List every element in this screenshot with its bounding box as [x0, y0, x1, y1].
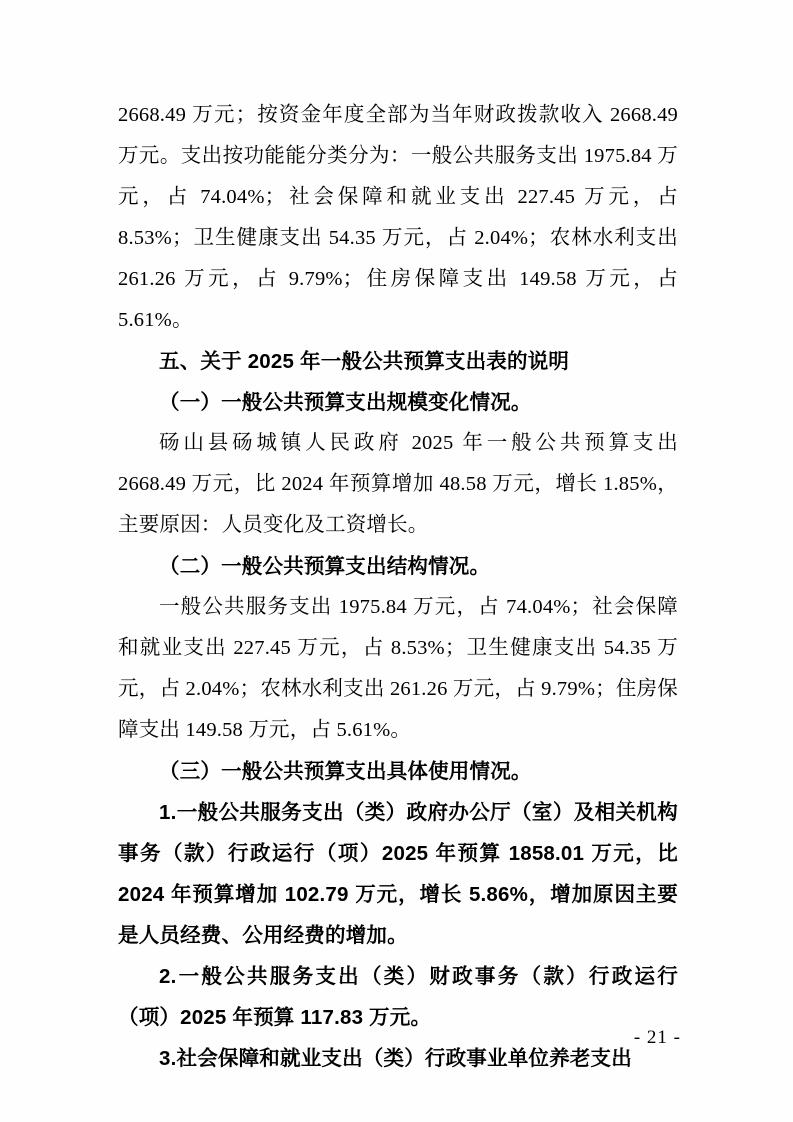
- item-2-fiscal-affairs: 2.一般公共服务支出（类）财政事务（款）行政运行（项）2025 年预算 117.83 万元。: [118, 965, 678, 1029]
- page-number: - 21 -: [633, 1027, 681, 1048]
- document-body: [118, 95, 678, 1079]
- item-3-social-security: 3.社会保障和就业支出（类）行政事业单位养老支出: [159, 1047, 632, 1070]
- section-heading-five: 五、关于 2025 年一般公共预算支出表的说明: [159, 350, 570, 373]
- subsection-heading-one: （一）一般公共预算支出规模变化情况。: [159, 391, 532, 414]
- paragraph-scale-change: 砀山县砀城镇人民政府 2025 年一般公共预算支出 2668.49 万元，比 2024 年预算增加 48.58 万元，增长 1.85%，主要原因：人员变化及工资增长。: [118, 432, 678, 536]
- paragraph-structure: 一般公共服务支出 1975.84 万元，占 74.04%；社会保障和就业支出 227.45 万元，占 8.53%；卫生健康支出 54.35 万元，占 2.04%；农林水利支出 261.26 万元，占 9.79%；住房保障支出 149.58 万元，占 5.61%。: [118, 596, 678, 741]
- item-1-general-public-service: 1.一般公共服务支出（类）政府办公厅（室）及相关机构事务（款）行政运行（项）2025 年预算 1858.01 万元，比 2024 年预算增加 102.79 万元，增长 5.86%，增加原因主要是人员经费、公用经费的增加。: [118, 801, 678, 947]
- paragraph-continuation: 2668.49 万元；按资金年度全部为当年财政拨款收入 2668.49 万元。支出按功能能分类分为：一般公共服务支出 1975.84 万元，占 74.04%；社会保障和就业支出 227.45 万元，占 8.53%；卫生健康支出 54.35 万元，占 2.04%；农林水利支出 261.26 万元，占 9.79%；住房保障支出 149.58 万元，占 5.61%。: [118, 104, 678, 331]
- subsection-heading-three: （三）一般公共预算支出具体使用情况。: [159, 760, 532, 783]
- subsection-heading-two: （二）一般公共预算支出结构情况。: [159, 555, 491, 578]
